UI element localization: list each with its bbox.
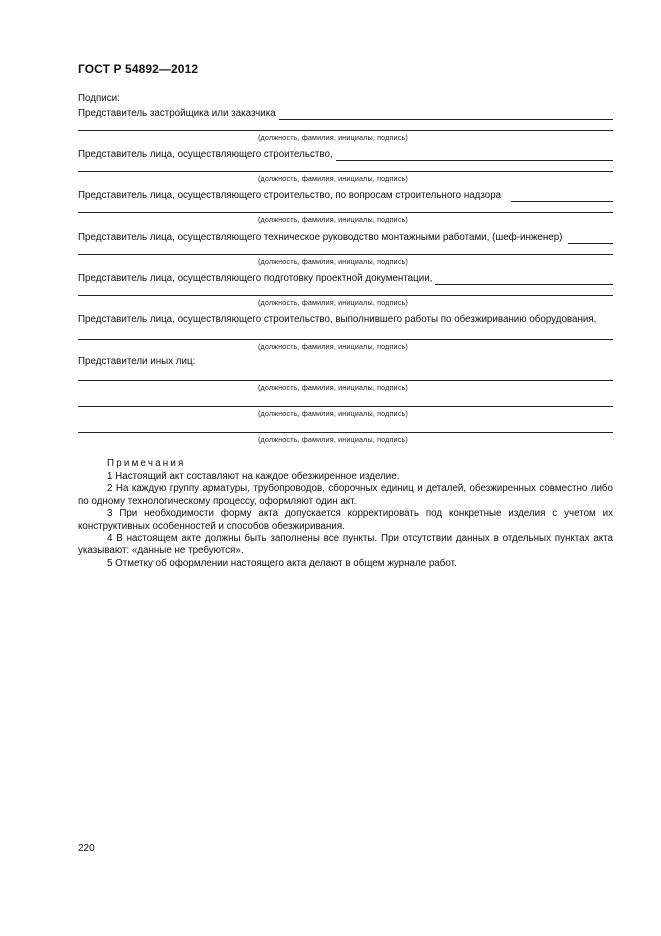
signatures-label: Подписи: [78, 93, 120, 104]
signature-caption: (должность, фамилия, инициалы, подпись) [258, 409, 408, 418]
signature-role: Представитель лица, осуществляющего строительство, [78, 149, 333, 160]
signature-line[interactable] [78, 370, 613, 381]
signature-block [78, 107, 613, 142]
signature-fill-line[interactable] [568, 233, 613, 244]
signature-role: Представитель лица, осуществляющего подготовку проектной документации, [78, 273, 433, 284]
signature-block [78, 231, 613, 266]
signature-fill-line[interactable] [435, 274, 613, 285]
signature-line[interactable] [78, 244, 613, 255]
signature-caption: (должность, фамилия, инициалы, подпись) [258, 383, 408, 392]
signature-line[interactable] [78, 422, 613, 433]
signature-caption: (должность, фамилия, инициалы, подпись) [258, 174, 408, 183]
standard-number: ГОСТ Р 54892—2012 [78, 62, 199, 76]
signature-block [78, 189, 613, 224]
note-item: 4 В настоящем акте должны быть заполнены все пункты. При отсутствии данных в отдельных пунктах акта указывают: «данные не требуются». [78, 533, 613, 557]
note-item: 1 Настоящий акт составляют на каждое обезжиренное изделие. [107, 471, 400, 482]
note-item: 5 Отметку об оформлении настоящего акта делают в общем журнале работ. [107, 557, 457, 569]
signature-role: Представитель застройщика или заказчика [78, 108, 276, 119]
signature-role: Представитель лица, осуществляющего строительство, по вопросам строительного надзора [78, 190, 502, 201]
others-block [78, 355, 613, 444]
note-item: 3 При необходимости форму акта допускается корректировать под конкретные изделия с учетом их конструктивных особенностей и способов обезжиривания. [78, 508, 613, 532]
signature-line[interactable] [78, 202, 613, 213]
signature-caption: (должность, фамилия, инициалы, подпись) [258, 435, 408, 444]
signature-caption: (должность, фамилия, инициалы, подпись) [258, 257, 408, 266]
notes-title: Примечания [107, 458, 186, 469]
note-item: 2 На каждую группу арматуры, трубопроводов, сборочных единиц и деталей, обезжиренных совместно либо по одному технологическому процессу, оформляют один акт. [78, 483, 613, 507]
signature-block [78, 272, 613, 307]
signature-caption: (должность, фамилия, инициалы, подпись) [258, 298, 408, 307]
signature-block [78, 313, 613, 351]
signature-line[interactable] [78, 329, 613, 340]
signature-fill-line[interactable] [511, 191, 613, 202]
signature-fill-line[interactable] [279, 109, 613, 120]
signature-caption: (должность, фамилия, инициалы, подпись) [258, 342, 408, 351]
others-label: Представители иных лиц: [78, 356, 196, 367]
signature-caption: (должность, фамилия, инициалы, подпись) [258, 215, 408, 224]
signature-role: Представитель лица, осуществляющего строительство, выполнившего работы по обезжириванию оборудования, [78, 314, 597, 325]
signature-line[interactable] [78, 161, 613, 172]
notes-list [78, 471, 613, 570]
page-number: 220 [78, 843, 95, 854]
signature-role: Представитель лица, осуществляющего техническое руководство монтажными работами, (шеф-инженер) [78, 232, 563, 243]
signature-line[interactable] [78, 120, 613, 131]
signature-line[interactable] [78, 285, 613, 296]
signature-fill-line[interactable] [336, 150, 613, 161]
signature-caption: (должность, фамилия, инициалы, подпись) [258, 133, 408, 142]
signature-line[interactable] [78, 396, 613, 407]
signature-block [78, 148, 613, 183]
